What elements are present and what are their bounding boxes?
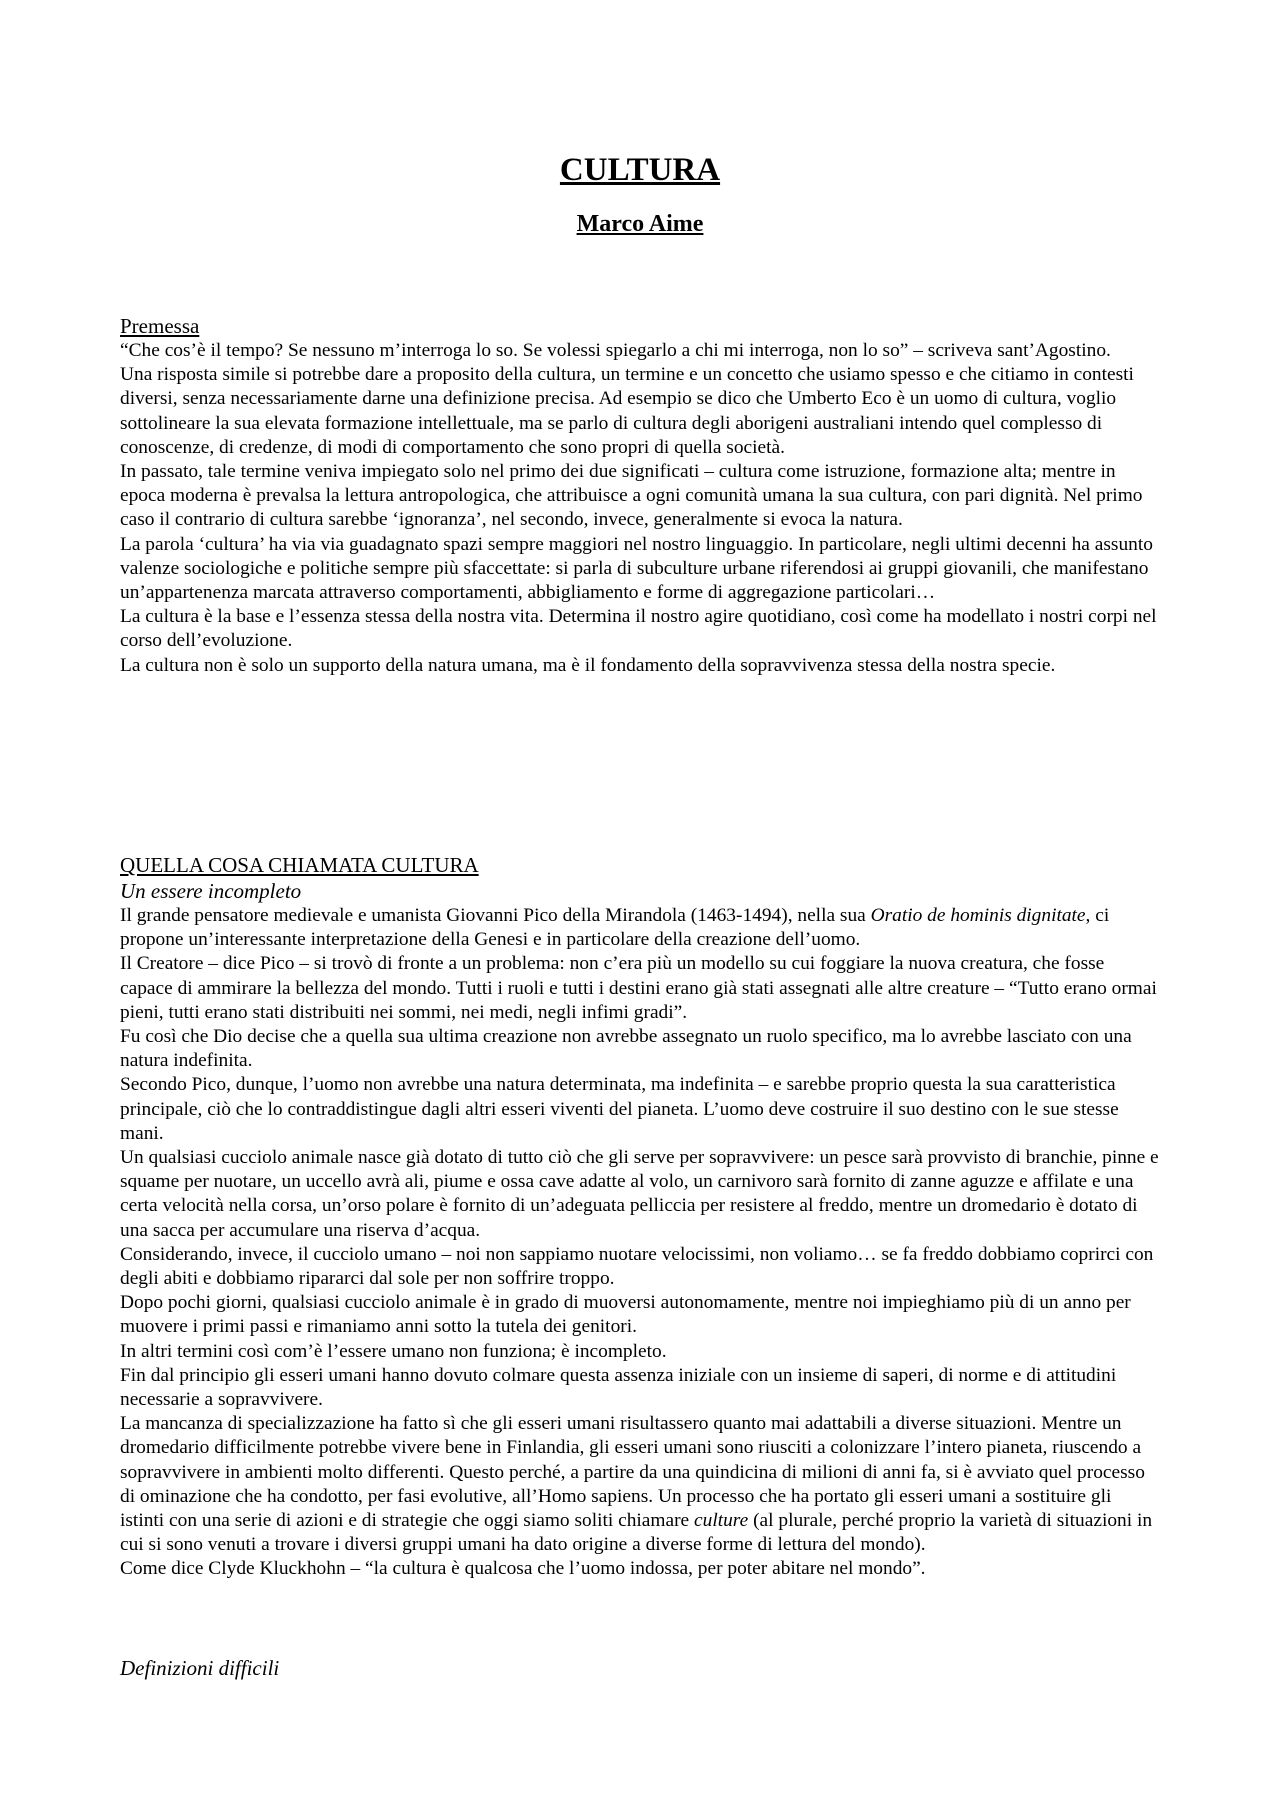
- paragraph: La cultura non è solo un supporto della natura umana, ma è il fondamento della sopravvivenza stessa della nostra specie.: [120, 654, 1056, 676]
- paragraph: Considerando, invece, il cucciolo umano – noi non sappiamo nuotare velocissimi, non voliamo… se fa freddo dobbiamo coprirci con degli abiti e dobbiamo ripararci dal sole per non soffrire troppo.: [120, 1243, 1154, 1290]
- paragraph: Il Creatore – dice Pico – si trovò di fronte a un problema: non c’era più un modello su cui foggiare la nuova creatura, che fosse capace di ammirare la bellezza del mondo. Tutti i ruoli e tutti i destini erano già stati assegnati alle altre creature – “Tutto erano ormai pieni, tutti erano stati distribuiti nei sommi, nei medi, negli infimi gradi”.: [120, 953, 1157, 1023]
- section-subheading: Un essere incompleto: [120, 879, 302, 903]
- next-section-heading: Definizioni difficili: [120, 1656, 280, 1680]
- paragraph: Fu così che Dio decise che a quella sua ultima creazione non avrebbe assegnato un ruolo specifico, ma lo avrebbe lasciato con una natura indefinita.: [120, 1026, 1132, 1072]
- paragraph: La parola ‘cultura’ ha via via guadagnato spazi sempre maggiori nel nostro linguaggio. In particolare, negli ultimi decenni ha assunto valenze sociologiche e politiche sempre più sfaccettate: si parla di subculture urbane riferendosi ai gruppi giovanili, che manifestano un’appartenenza marcata attraverso comportamenti, abbigliamento e forme di aggregazione particolari…: [120, 533, 1153, 604]
- section-heading: QUELLA COSA CHIAMATA CULTURA: [120, 853, 479, 877]
- premessa-heading: Premessa: [120, 314, 200, 338]
- paragraph-text: Il grande pensatore medievale e umanista Giovanni Pico della Mirandola (1463-1494), nella sua: [120, 905, 871, 926]
- paragraph: Fin dal principio gli esseri umani hanno dovuto colmare questa assenza iniziale con un insieme di saperi, di norme e di attitudini necessarie a sopravvivere.: [120, 1364, 1117, 1411]
- next-section: [120, 1655, 1160, 1681]
- paragraph-text: , ci propone un’interessante interpretazione della Genesi e in particolare della creazione dell’uomo.: [120, 905, 1110, 951]
- paragraph-text: La mancanza di specializzazione ha fatto sì che gli esseri umani risultassero quanto mai adattabili a diverse situazioni. Mentre un dromedario difficilmente potrebbe vivere bene in Finlandia, gli esseri umani sono riusciti a colonizzare l’intero pianeta, riuscendo a sopravvivere in ambienti molto differenti. Questo perché, a partire da una quindicina di milioni di anni fa, si è avviato quel processo di ominazione che ha condotto, per fasi evolutive, all’Homo sapiens. Un processo che ha portato gli esseri umani a sostituire gli istinti con una serie di azioni e di strategie che oggi siamo soliti chiamare: [120, 1413, 1145, 1532]
- italic-title: Oratio de hominis dignitate: [870, 905, 1086, 926]
- premessa-section: [120, 313, 1160, 678]
- paragraph: Un qualsiasi cucciolo animale nasce già dotato di tutto ciò che gli serve per sopravvivere: un pesce sarà provvisto di branchie, pinne e squame per nuotare, un uccello avrà ali, piume e ossa cave adatte al volo, un carnivoro sarà fornito di zanne aguzze e affilate e una certa velocità nella corsa, un’orso polare è fornito di un’adeguata pelliccia per resistere al freddo, mentre un dromedario è dotato di una sacca per accumulare una riserva d’acqua.: [120, 1147, 1159, 1241]
- paragraph: In passato, tale termine veniva impiegato solo nel primo dei due significati – cultura come istruzione, formazione alta; mentre in epoca moderna è prevalsa la lettura antropologica, che attribuisce a ogni comunità umana la sua cultura, con pari dignità. Nel primo caso il contrario di cultura sarebbe ‘ignoranza’, nel secondo, invece, generalmente si evoca la natura.: [120, 461, 1143, 531]
- document-title: CULTURA: [559, 152, 721, 188]
- quote-paragraph: Come dice Clyde Kluckhohn – “la cultura è qualcosa che l’uomo indossa, per poter abitare nel mondo”.: [120, 1558, 926, 1580]
- paragraph: Dopo pochi giorni, qualsiasi cucciolo animale è in grado di muoversi autonomamente, mentre noi impieghiamo più di un anno per muovere i primi passi e rimaniamo anni sotto la tutela dei genitori.: [120, 1292, 1131, 1338]
- paragraph: Secondo Pico, dunque, l’uomo non avrebbe una natura determinata, ma indefinita – e sarebbe proprio questa la sua caratteristica principale, ciò che lo contraddistingue dagli altri esseri viventi del pianeta. L’uomo deve costruire il suo destino con le sue stesse mani.: [120, 1074, 1119, 1144]
- italic-term: culture: [694, 1510, 749, 1532]
- paragraph: [120, 904, 1160, 952]
- document-author: Marco Aime: [576, 211, 704, 237]
- paragraph: [120, 1412, 1160, 1557]
- paragraph-text: (al plurale, perché proprio la varietà di situazioni in cui si sono venuti a trovare i diversi gruppi umani ha dato origine a diverse forme di lettura del mondo).: [120, 1510, 1153, 1556]
- paragraph: In altri termini così com’è l’essere umano non funziona; è incompleto.: [120, 1340, 667, 1362]
- cultura-section: [120, 852, 1160, 1582]
- paragraph: Una risposta simile si potrebbe dare a proposito della cultura, un termine e un concetto che usiamo spesso e che citiamo in contesti diversi, senza necessariamente darne una definizione precisa. Ad esempio se dico che Umberto Eco è un uomo di cultura, voglio sottolineare la sua elevata formazione intellettuale, ma se parlo di cultura degli aborigeni australiani intendo quel complesso di conoscenze, di credenze, di modi di comportamento che sono propri di quella società.: [120, 364, 1134, 458]
- paragraph: La cultura è la base e l’essenza stessa della nostra vita. Determina il nostro agire quotidiano, così come ha modellato i nostri corpi nel corso dell’evoluzione.: [120, 606, 1157, 652]
- paragraph: “Che cos’è il tempo? Se nessuno m’interroga lo so. Se volessi spiegarlo a chi mi interroga, non lo so” – scriveva sant’Agostino.: [120, 340, 1111, 361]
